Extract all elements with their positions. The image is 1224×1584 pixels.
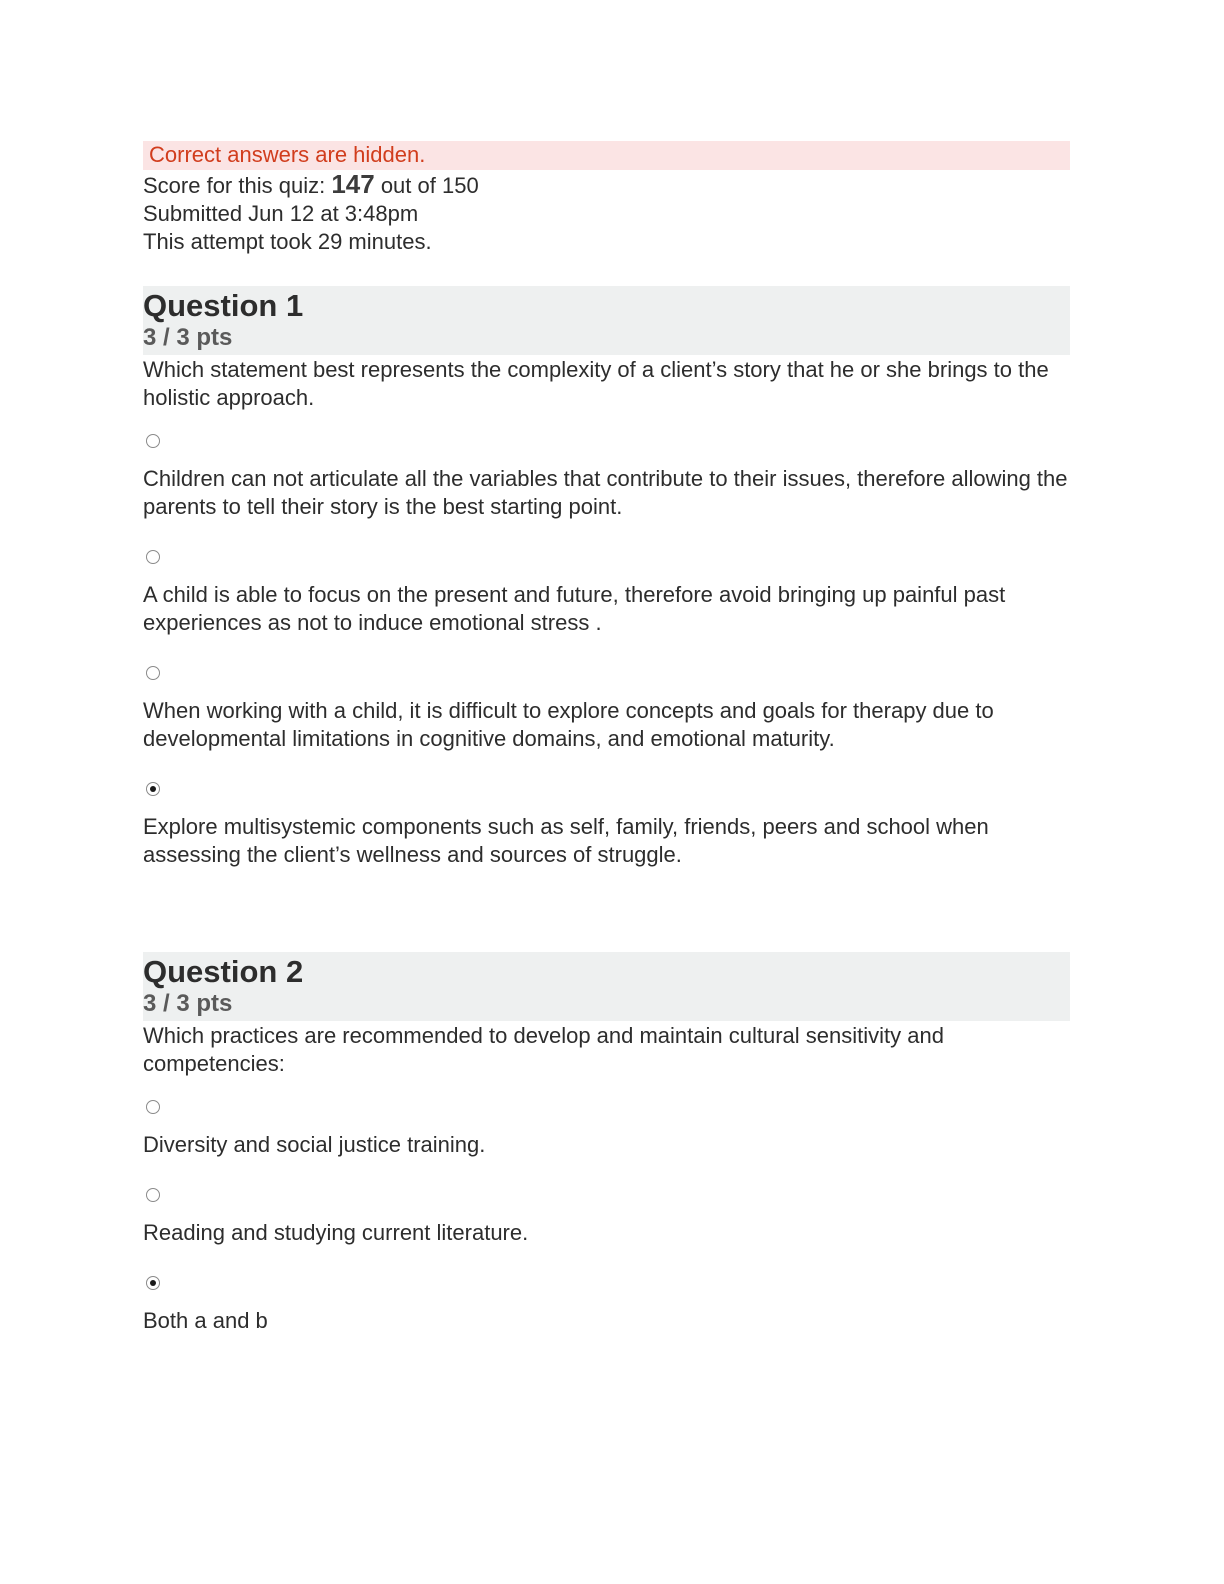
- score-total: out of 150: [374, 173, 479, 198]
- attempt-duration: This attempt took 29 minutes.: [143, 229, 432, 254]
- answer-option[interactable]: [143, 550, 1070, 650]
- answer-text: Both a and b: [143, 1308, 268, 1333]
- radio-unselected-icon[interactable]: [146, 550, 160, 564]
- score-line: [143, 170, 1070, 200]
- question-title: Question 1: [143, 288, 304, 323]
- answer-option[interactable]: [143, 1276, 1070, 1348]
- question-text: Which practices are recommended to develop and maintain cultural sensitivity and competencies:: [143, 1023, 944, 1076]
- question-1: [143, 286, 1070, 882]
- answer-text: Children can not articulate all the variables that contribute to their issues, therefore allowing the parents to tell their story is the best starting point.: [143, 466, 1068, 519]
- question-2: [143, 952, 1070, 1348]
- answer-option[interactable]: [143, 666, 1070, 766]
- answer-text: Diversity and social justice training.: [143, 1132, 486, 1157]
- question-points: 3 / 3 pts: [143, 990, 233, 1017]
- hidden-answers-notice: Correct answers are hidden.: [143, 141, 1070, 170]
- radio-unselected-icon[interactable]: [146, 666, 160, 680]
- answer-option[interactable]: [143, 1188, 1070, 1260]
- answer-option[interactable]: [143, 782, 1070, 882]
- radio-unselected-icon[interactable]: [146, 434, 160, 448]
- question-points: 3 / 3 pts: [143, 324, 233, 351]
- question-header: [143, 952, 1070, 1021]
- question-text: Which statement best represents the complexity of a client’s story that he or she brings to the holistic approach.: [143, 357, 1049, 410]
- radio-unselected-icon[interactable]: [146, 1100, 160, 1114]
- quiz-results-page: [143, 141, 1070, 1348]
- radio-selected-icon[interactable]: [146, 1276, 160, 1290]
- question-header: [143, 286, 1070, 355]
- answer-text: Reading and studying current literature.: [143, 1220, 529, 1245]
- radio-selected-icon[interactable]: [146, 782, 160, 796]
- score-label: Score for this quiz:: [143, 173, 332, 198]
- answer-text: Explore multisystemic components such as self, family, friends, peers and school when assessing the client’s wellness and sources of struggle.: [143, 814, 989, 867]
- score-value: 147: [331, 169, 375, 199]
- submitted-time: Submitted Jun 12 at 3:48pm: [143, 201, 419, 226]
- radio-unselected-icon[interactable]: [146, 1188, 160, 1202]
- answer-text: A child is able to focus on the present and future, therefore avoid bringing up painful past experiences as not to induce emotional stress .: [143, 582, 1006, 635]
- question-title: Question 2: [143, 954, 304, 989]
- answer-option[interactable]: [143, 1100, 1070, 1172]
- answer-text: When working with a child, it is difficult to explore concepts and goals for therapy due to developmental limitations in cognitive domains, and emotional maturity.: [143, 698, 994, 751]
- answer-option[interactable]: [143, 434, 1070, 534]
